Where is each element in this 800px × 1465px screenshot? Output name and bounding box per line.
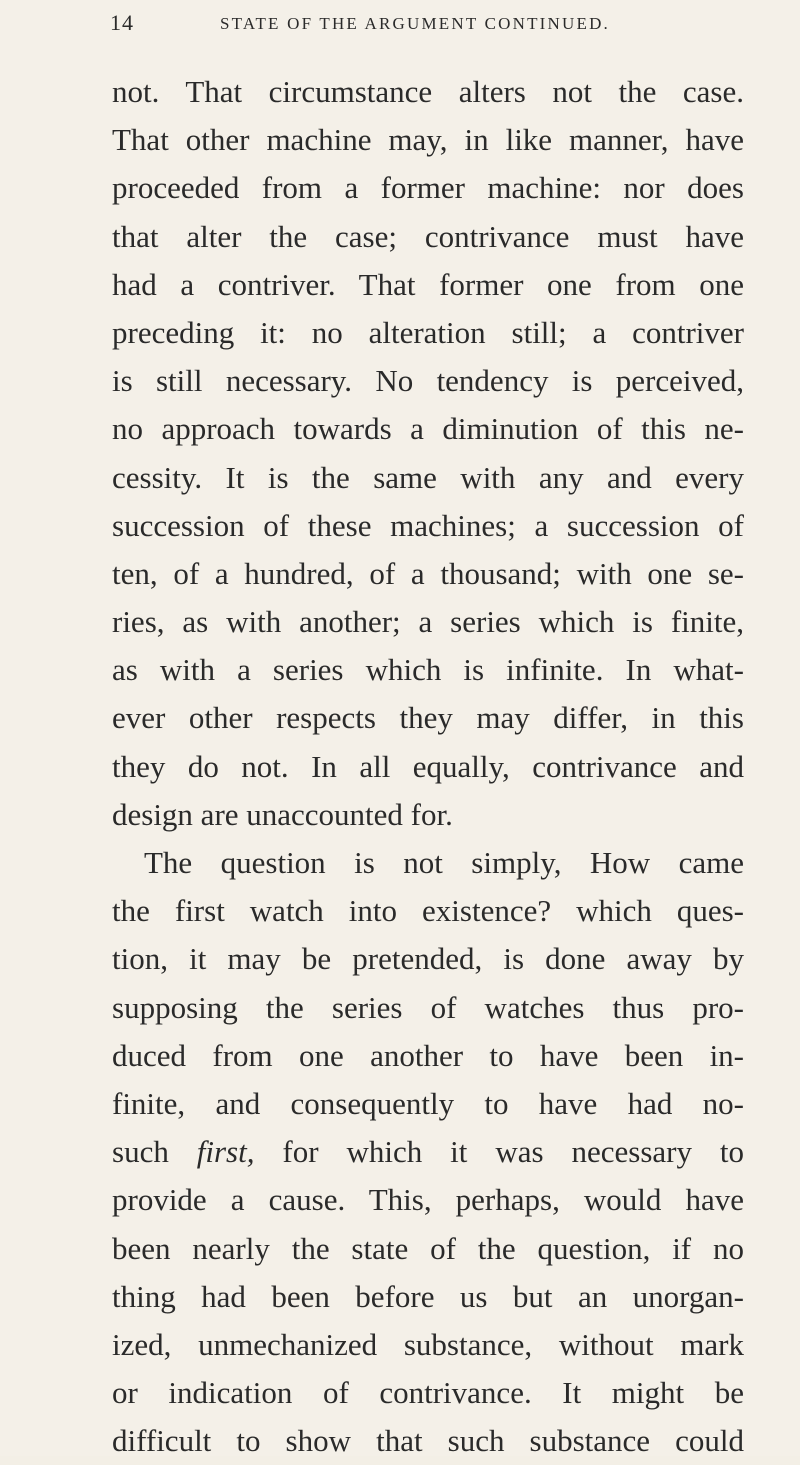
text-line: had a contriver. That former one from one — [112, 266, 744, 302]
text-line: thing had been before us but an unorgan- — [112, 1278, 744, 1314]
text-line: The question is not simply, How came — [144, 845, 744, 880]
text-line: preceding it: no alteration still; a contriver — [112, 314, 744, 350]
text-line: been nearly the state of the question, if no — [112, 1230, 744, 1266]
text-line: supposing the series of watches thus pro- — [112, 989, 744, 1025]
text-line: tion, it may be pretended, is done away by — [112, 941, 744, 977]
text-line: cessity. It is the same with any and every — [112, 459, 744, 495]
text-line: no approach towards a diminution of this ne- — [112, 411, 744, 447]
page-number: 14 — [110, 10, 134, 35]
text-line: that alter the case; contrivance must have — [112, 218, 744, 254]
running-head — [110, 10, 730, 50]
text-line: proceeded from a former machine: nor does — [112, 170, 744, 206]
text-fragment: for which it was necessary to — [282, 1134, 745, 1170]
text-line: the first watch into existence? which ques- — [112, 893, 744, 929]
text-line: That other machine may, in like manner, have — [112, 122, 744, 158]
body-text — [112, 68, 744, 1465]
text-line: they do not. In all equally, contrivance and — [112, 748, 744, 784]
text-line: ten, of a hundred, of a thousand; with one se- — [112, 555, 744, 591]
text-line: not. That circumstance alters not the case. — [112, 74, 744, 109]
text-line: ized, unmechanized substance, without mark — [112, 1326, 744, 1362]
text-line: design are unaccounted for. — [112, 796, 453, 832]
text-line: succession of these machines; a succession of — [112, 507, 744, 543]
text-line: is still necessary. No tendency is perceived, — [112, 363, 744, 399]
text-line: duced from one another to have been in- — [112, 1037, 744, 1073]
text-fragment: such — [112, 1134, 169, 1170]
text-line-with-emphasis — [112, 1128, 744, 1176]
running-title: STATE OF THE ARGUMENT CONTINUED. — [220, 14, 610, 33]
text-line: ever other respects they may differ, in this — [112, 700, 744, 736]
text-line: finite, and consequently to have had no- — [112, 1085, 744, 1121]
emphasis-first: first, — [196, 1134, 255, 1170]
text-line: or indication of contrivance. It might be — [112, 1375, 744, 1411]
text-line: ries, as with another; a series which is finite, — [112, 604, 744, 640]
text-line: as with a series which is infinite. In what- — [112, 652, 744, 688]
text-line: difficult to show that such substance could — [112, 1423, 744, 1459]
text-line: provide a cause. This, perhaps, would have — [112, 1182, 744, 1218]
